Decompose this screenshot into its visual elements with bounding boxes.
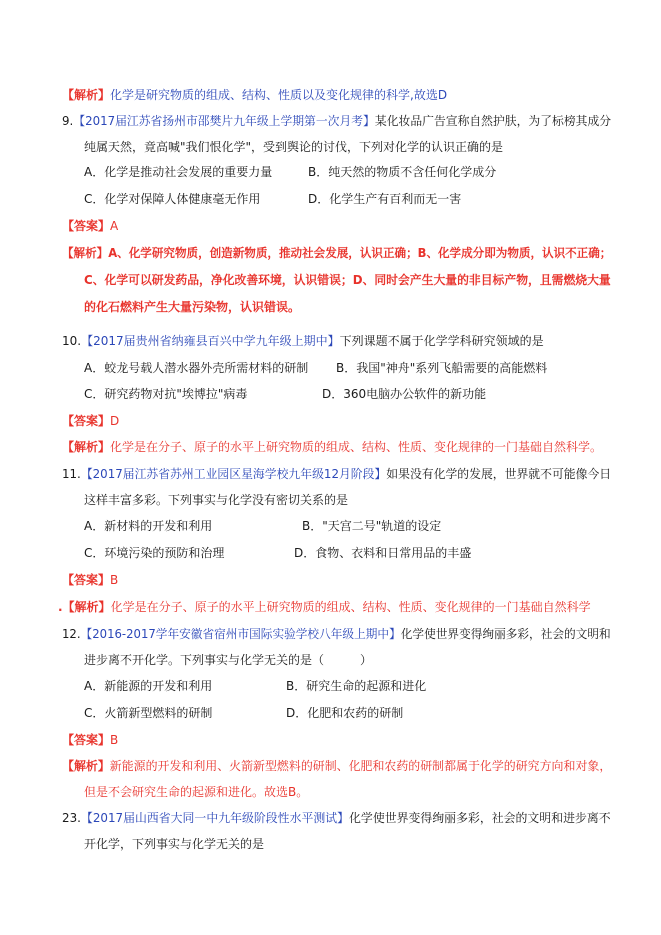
analysis-label: 【解析】 <box>62 440 111 454</box>
analysis-text: 化学是研究物质的组成、结构、性质以及变化规律的科学,故选D <box>110 88 448 102</box>
question-stem: 化学使世界变得绚丽多彩，社会的文明和进步离不 <box>349 811 611 825</box>
question-stem: 如果没有化学的发展，世界就不可能像今日 <box>386 467 612 481</box>
answer-label: 【答案】 <box>62 573 111 587</box>
question-11-stem-line2: 这样丰富多彩。下列事实与化学没有密切关系的是 <box>84 493 349 507</box>
analysis-line <box>62 440 602 454</box>
option-d: D．化学生产有百利而无一害 <box>308 192 462 206</box>
analysis-text: 新能源的开发和利用、火箭新型燃料的研制、化肥和农药的研制都属于化学的研究方向和对象， <box>109 759 612 773</box>
option-a: A．化学是推动社会发展的重要力量 <box>84 165 273 179</box>
answer-line <box>62 573 118 587</box>
answer-line <box>62 219 118 233</box>
answer-label: 【答案】 <box>62 733 111 747</box>
option-c: C．研究药物对抗"埃博拉"病毒 <box>84 387 248 401</box>
option-c: C．化学对保障人体健康毫无作用 <box>84 192 261 206</box>
answer-line <box>62 733 118 747</box>
analysis-text: 化学是在分子、原子的水平上研究物质的组成、结构、性质、变化规律的一门基础自然科学 <box>110 600 591 614</box>
analysis-text: 但是不会研究生命的起源和进化。故选B。 <box>84 785 309 799</box>
option-b: B．我国"神舟"系列飞船需要的高能燃料 <box>336 361 548 375</box>
option-c: C．火箭新型燃料的研制 <box>84 706 213 720</box>
analysis-text: C、化学可以研发药品，净化改善环境，认识错误；D、同时会产生大量的非目标产物，且需燃烧大量 <box>84 273 611 287</box>
question-number: 10. <box>62 334 82 348</box>
analysis-text: A、化学研究物质，创造新物质，推动社会发展，认识正确；B、化学成分即为物质，认识不正确； <box>108 246 612 260</box>
option-a: A．蛟龙号载人潜水器外壳所需材料的研制 <box>84 361 309 375</box>
question-source: 【2017届江苏省苏州工业园区星海学校九年级12月阶段】 <box>80 467 387 481</box>
option-a: A．新能源的开发和利用 <box>84 679 213 693</box>
question-9-stem-line2: 纯属天然，竟高喊"我们恨化学"，受到舆论的讨伐，下列对化学的认识正确的是 <box>84 140 504 154</box>
question-number: 12. <box>62 627 81 641</box>
question-stem: 化学使世界变得绚丽多彩，社会的文明和 <box>400 627 611 641</box>
option-b: B．"天宫二号"轨道的设定 <box>302 519 442 533</box>
question-number: 9. <box>62 114 74 128</box>
option-d: D．食物、衣料和日常用品的丰盛 <box>294 546 472 560</box>
answer-value: D <box>110 414 120 428</box>
answer-label: 【答案】 <box>62 219 111 233</box>
analysis-line <box>62 88 447 102</box>
question-23-stem-line1 <box>62 811 611 825</box>
analysis-text: 化学是在分子、原子的水平上研究物质的组成、结构、性质、变化规律的一门基础自然科学。 <box>110 440 603 454</box>
analysis-text: 的化石燃料产生大量污染物，认识错误。 <box>84 300 301 314</box>
question-9-stem-line1 <box>62 114 611 128</box>
option-b: B．纯天然的物质不含任何化学成分 <box>308 165 497 179</box>
analysis-line <box>62 246 611 260</box>
question-stem: 某化妆品广告宣称自然护肤，为了标榜其成分 <box>374 114 612 128</box>
question-number: 23. <box>62 811 81 825</box>
option-a: A．新材料的开发和利用 <box>84 519 213 533</box>
answer-value: B <box>110 733 119 747</box>
analysis-label: 【解析】 <box>62 88 111 102</box>
answer-value: B <box>110 573 119 587</box>
option-c: C．环境污染的预防和治理 <box>84 546 225 560</box>
answer-line <box>62 414 119 428</box>
analysis-label: 【解析】 <box>62 759 110 773</box>
question-source: 【2016-2017学年安徽省宿州市国际实验学校八年级上期中】 <box>80 627 401 641</box>
option-b: B．研究生命的起源和进化 <box>286 679 427 693</box>
option-d: D．化肥和农药的研制 <box>286 706 404 720</box>
option-d: D．360电脑办公软件的新功能 <box>322 387 487 401</box>
question-10-stem-line1 <box>62 334 544 348</box>
question-source: 【2017届江苏省扬州市邵樊片九年级上学期第一次月考】 <box>73 114 375 128</box>
analysis-label: .【解析】 <box>58 600 111 614</box>
analysis-label: 【解析】 <box>62 246 109 260</box>
question-12-stem-line2: 进步离不开化学。下列事实与化学无关的是（ ） <box>84 653 373 667</box>
question-12-stem-line1 <box>62 627 611 641</box>
answer-label: 【答案】 <box>62 414 111 428</box>
question-23-stem-line2: 开化学，下列事实与化学无关的是 <box>84 837 265 851</box>
question-source: 【2017届贵州省纳雍县百兴中学九年级上期中】 <box>81 334 340 348</box>
question-11-stem-line1 <box>62 467 611 481</box>
question-number: 11. <box>62 467 81 481</box>
question-source: 【2017届山西省大同一中九年级阶段性水平测试】 <box>80 811 350 825</box>
question-stem: 下列课题不属于化学学科研究领域的是 <box>339 334 544 348</box>
analysis-line <box>62 759 611 773</box>
analysis-line <box>58 600 591 614</box>
answer-value: A <box>110 219 119 233</box>
